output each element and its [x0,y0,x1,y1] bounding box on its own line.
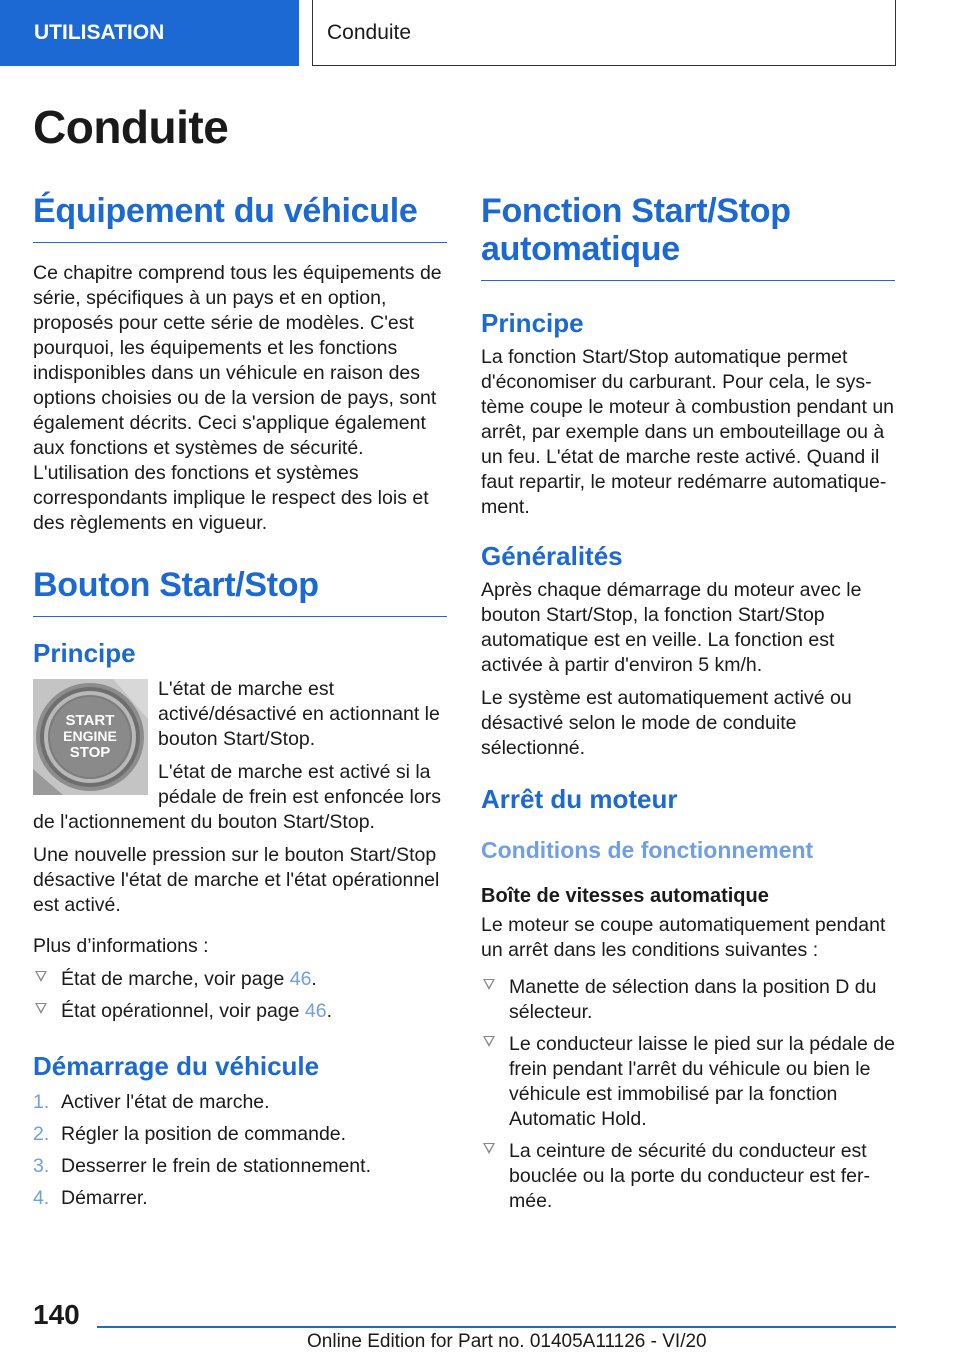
page-link[interactable]: 46 [304,1000,327,1022]
step-item: 3. Desserrer le frein de stationnement. [33,1155,371,1177]
triangle-bullet-icon [483,1036,495,1047]
list-item: La ceinture de sécurité du conducteur est bouclée ou la porte du conducteur est fermée. [481,1139,895,1214]
heading-vehicle-start: Démarrage du véhicule [33,1051,320,1081]
list-item: Manette de sélection dans la position D du sélecteur. [481,975,895,1025]
heading-engine-stop: Arrêt du moteur [481,784,678,814]
triangle-bullet-icon [35,1003,47,1014]
heading-principle: Principe [33,638,136,668]
principle-p2: L'état de marche est activé si la pédale de frein est enfoncée lors de l'actionnement du bouton Start/Stop. [33,761,441,833]
heading-conditions: Conditions de fonctionnement [481,837,814,863]
principle-p3: Une nouvelle pression sur le bouton Start/Stop désactive l'état de marche et l'état opérationnel est activé. [33,844,440,916]
more-info-list [33,967,447,1024]
triangle-bullet-icon [483,979,495,990]
start-engine-stop-image [33,679,148,795]
chapter-tab[interactable] [312,0,896,66]
start-steps [33,1090,447,1211]
general-p1: Après chaque démarrage du moteur avec le bouton Start/Stop, la fonction Start/Stop automatique est en veille. La fonction est activée à partir d'environ 5 km/h. [481,579,862,676]
list-item: État opérationnel, voir page 46. [33,999,447,1024]
page-title: Conduite [33,101,229,153]
left-column [33,192,447,1218]
triangle-bullet-icon [35,971,47,982]
heading-start-stop-button: Bouton Start/Stop [33,566,447,617]
principle-block [33,677,447,843]
right-column [481,192,895,1240]
principle-p1: L'état de marche est activé/désactivé en actionnant le bouton Start/Stop. [158,678,440,750]
page-link[interactable]: 46 [289,968,312,990]
section-label: UTILISATION [34,21,165,44]
engine-label: ENGINE [63,728,117,744]
list-item: État de marche, voir page 46. [33,967,447,992]
heading-principle: Principe [481,308,584,338]
step-item: 4. Démarrer. [33,1187,148,1209]
gearbox-text: Le moteur se coupe automatiquement pendant un arrêt dans les conditions suivantes : [481,914,886,961]
edition-text: Online Edition for Part no. 01405A11126 - VI/20 [307,1331,707,1352]
footer-divider [97,1326,896,1328]
general-p2: Le système est automatiquement activé ou désactivé selon le mode de conduite sélectionné. [481,687,852,759]
principle-text: La fonction Start/Stop automatique permet d'économiser du carburant. Pour cela, le système coupe le moteur à combustion pendant un arrêt, par exemple dans un embouteillage ou à un feu. L'état de marche reste activé. Quand il faut repartir, le moteur redémarre automatiquement. [481,346,895,518]
triangle-bullet-icon [483,1143,495,1154]
start-button-icon [33,679,148,795]
equipment-text: Ce chapitre comprend tous les équipements de série, spécifiques à un pays et en option, proposés pour cette série de modèles. C'est pourquoi, les équipements et les fonctions indisponibles dans un véhicule en raison des options choisies ou de la version de pays, sont également décrits. Ceci s'applique également aux fonctions et systèmes de sécurité. L'utilisation des fonctions et systèmes correspondants implique le respect des lois et des règlements en vigueur. [33,262,442,534]
section-tab[interactable] [0,0,299,66]
more-info-label: Plus d’informations : [33,935,209,957]
conditions-list [481,975,895,1214]
heading-equipment: Équipement du véhicule [33,192,447,243]
stop-label: STOP [69,744,111,761]
heading-auto-start-stop: Fonction Start/Stop automatique [481,192,895,281]
step-item: 2. Régler la position de commande. [33,1123,347,1145]
heading-general: Généralités [481,541,623,571]
heading-automatic-gearbox: Boîte de vitesses automatique [481,885,769,907]
list-item: Le conducteur laisse le pied sur la pédale de frein pendant l'arrêt du véhicule ou bien le véhicule est immobilisé par la fonction Automatic Hold. [481,1032,895,1132]
page-number: 140 [33,1299,80,1330]
start-label: START [65,712,115,729]
chapter-label: Conduite [327,20,412,44]
step-item: 1. Activer l'état de marche. [33,1091,270,1113]
